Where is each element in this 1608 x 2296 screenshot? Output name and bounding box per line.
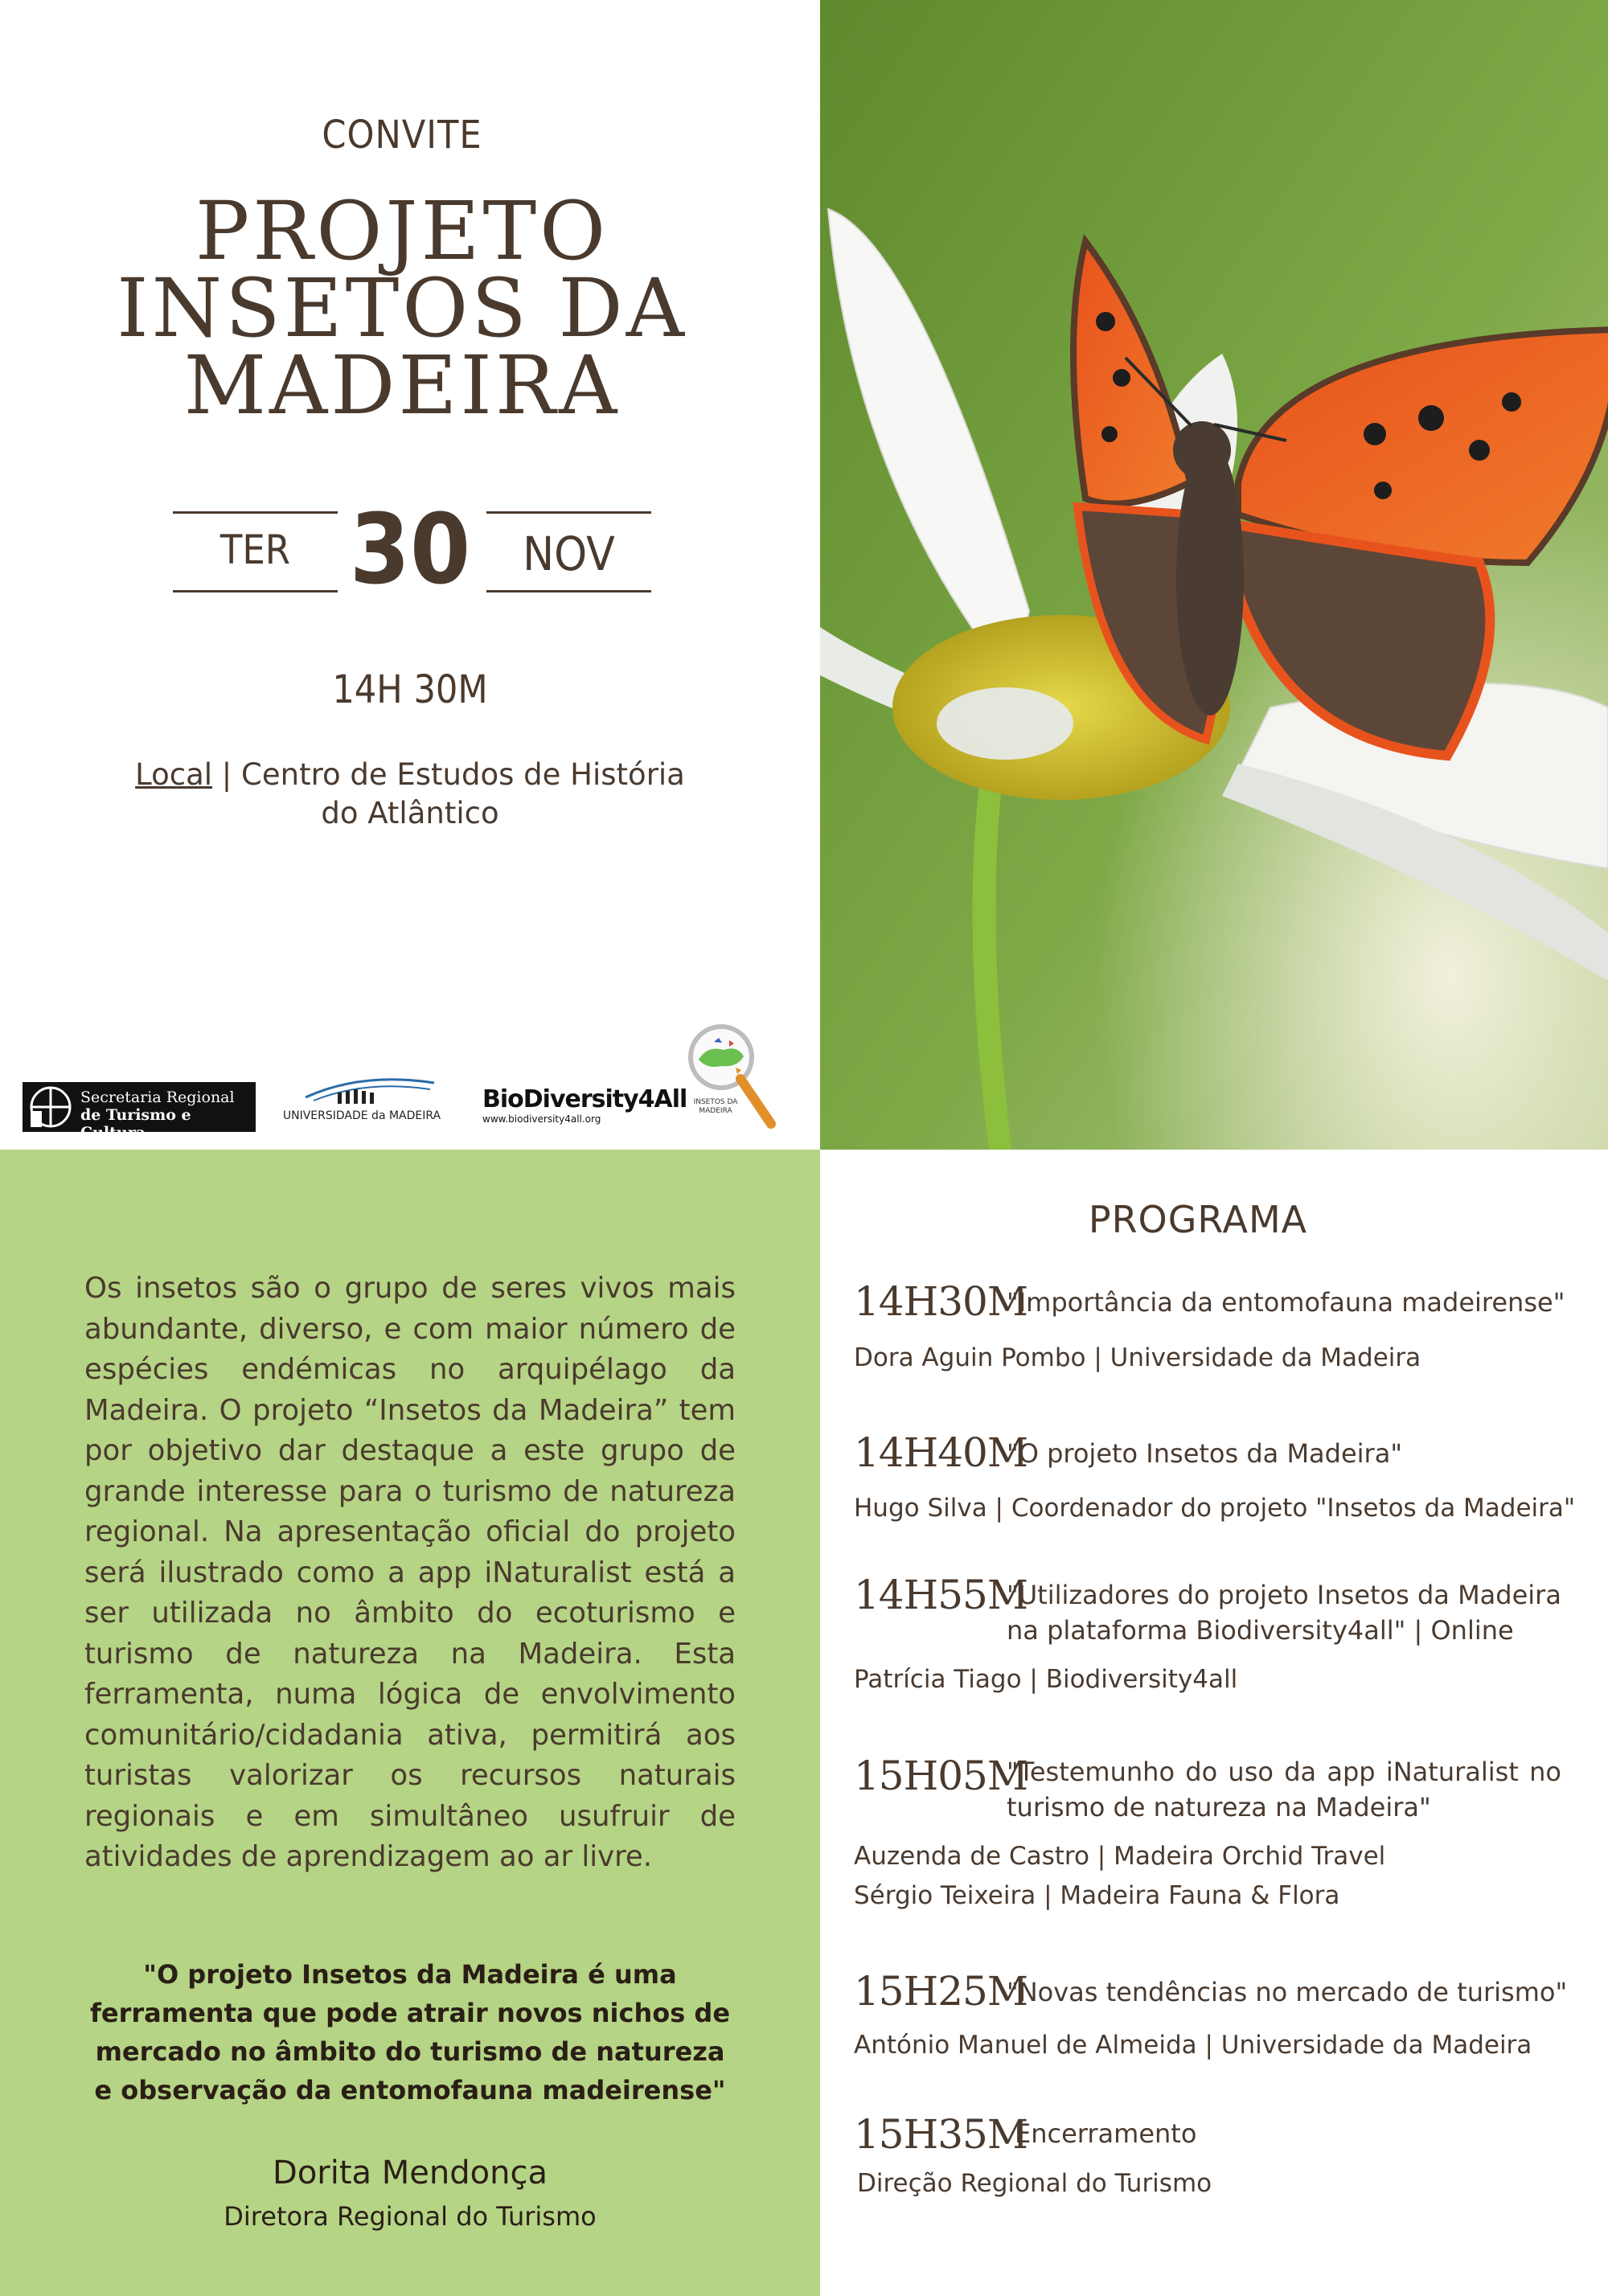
programme-time: 15H05M [854, 1753, 1028, 1799]
programme-talk: "O projeto Insetos da Madeira" [1007, 1438, 1403, 1469]
butterfly-photo [820, 0, 1608, 1150]
date-divider [486, 590, 651, 592]
logo-universidade-madeira [281, 1073, 442, 1130]
date-divider [173, 590, 338, 592]
about-text: Os insetos são o grupo de seres vivos mais abundante, diverso, e com maior número de espécies endémicas no arquipélago da Madeira. O projeto “Insetos da Madeira” tem por objetivo dar destaque a este grupo de grande interesse para o turismo de natureza regional. Na apresentação oficial do projeto será ilustrado como a app iNaturalist está a ser utilizada no âmbito do ecoturismo e turismo de natureza na Madeira. Esta ferramenta, numa lógica de envolvimento comunitário/cidadania ativa, permitirá aos turistas valorizar os recursos naturais regionais e em simultâneo usufruir de atividades de aprendizagem ao ar livre. [84, 1272, 736, 1873]
srtc-line2: de Turismo e Cultura [80, 1106, 191, 1142]
insetos-logo-text: INSETOS DA MADEIRA [693, 1098, 738, 1115]
date-month: NOV [523, 527, 615, 581]
programme-speaker: Dora Aguin Pombo | Universidade da Madeira [854, 1343, 1421, 1372]
programme-time: 14H40M [854, 1429, 1028, 1476]
biodiversity-url: www.biodiversity4all.org [482, 1113, 601, 1125]
logo-secretaria-regional [23, 1082, 256, 1142]
programme-speaker: Auzenda de Castro | Madeira Orchid Travel [854, 1842, 1386, 1871]
programme-talk: "Importância da entomofauna madeirense" [1007, 1287, 1565, 1318]
location-label: Local [135, 757, 213, 792]
quote-author: Dorita Mendonça [273, 2155, 548, 2191]
uma-name: UNIVERSIDADE da MADEIRA [282, 1109, 441, 1122]
invite-label: CONVITE [322, 113, 482, 158]
quote-author-role: Diretora Regional do Turismo [224, 2201, 597, 2232]
programme-time: 15H35M [854, 2111, 1028, 2158]
programme-title: PROGRAMA [1088, 1198, 1308, 1241]
programme-speaker: Patrícia Tiago | Biodiversity4all [854, 1665, 1238, 1694]
date-divider [173, 511, 338, 514]
logo-insetos-da-madeira [687, 1021, 780, 1142]
programme-time: 14H30M [854, 1278, 1028, 1325]
srtc-line1: Secretaria Regional [80, 1089, 235, 1106]
event-title: PROJETO INSETOS DA MADEIRA [117, 184, 687, 433]
programme-speaker: Hugo Silva | Coordenador do projeto "Insetos da Madeira" [854, 1494, 1576, 1523]
event-location [121, 756, 699, 833]
biodiversity-name: BioDiversity4All [482, 1085, 687, 1113]
quote-text: "O projeto Insetos da Madeira é uma ferramenta que pode atrair novos nichos de mercado no âmbito do turismo de natureza e observação da entomofauna madeirense" [89, 1959, 731, 2105]
logo-biodiversity4all [482, 1085, 687, 1134]
date-day: 30 [349, 494, 471, 606]
date-weekday: TER [219, 527, 291, 573]
programme-talk: "Novas tendências no mercado de turismo" [1007, 1977, 1568, 2007]
programme-speaker: Direção Regional do Turismo [857, 2169, 1212, 2198]
date-divider [486, 511, 651, 514]
programme-talk: Encerramento [1015, 2118, 1197, 2149]
programme-time: 15H25M [854, 1968, 1028, 2015]
event-time: 14H 30M [332, 667, 488, 712]
programme-speaker: Sérgio Teixeira | Madeira Fauna & Flora [854, 1881, 1340, 1910]
programme-talk: "Utilizadores do projeto Insetos da Madeira na plataforma Biodiversity4all" | Online [1007, 1580, 1561, 1646]
programme-speaker: António Manuel de Almeida | Universidade da Madeira [854, 2031, 1532, 2060]
programme-talk: "Testemunho do uso da app iNaturalist no turismo de natureza na Madeira" [1007, 1757, 1561, 1822]
programme-time: 14H55M [854, 1572, 1028, 1618]
location-text: | Centro de Estudos de História do Atlântico [212, 757, 685, 830]
